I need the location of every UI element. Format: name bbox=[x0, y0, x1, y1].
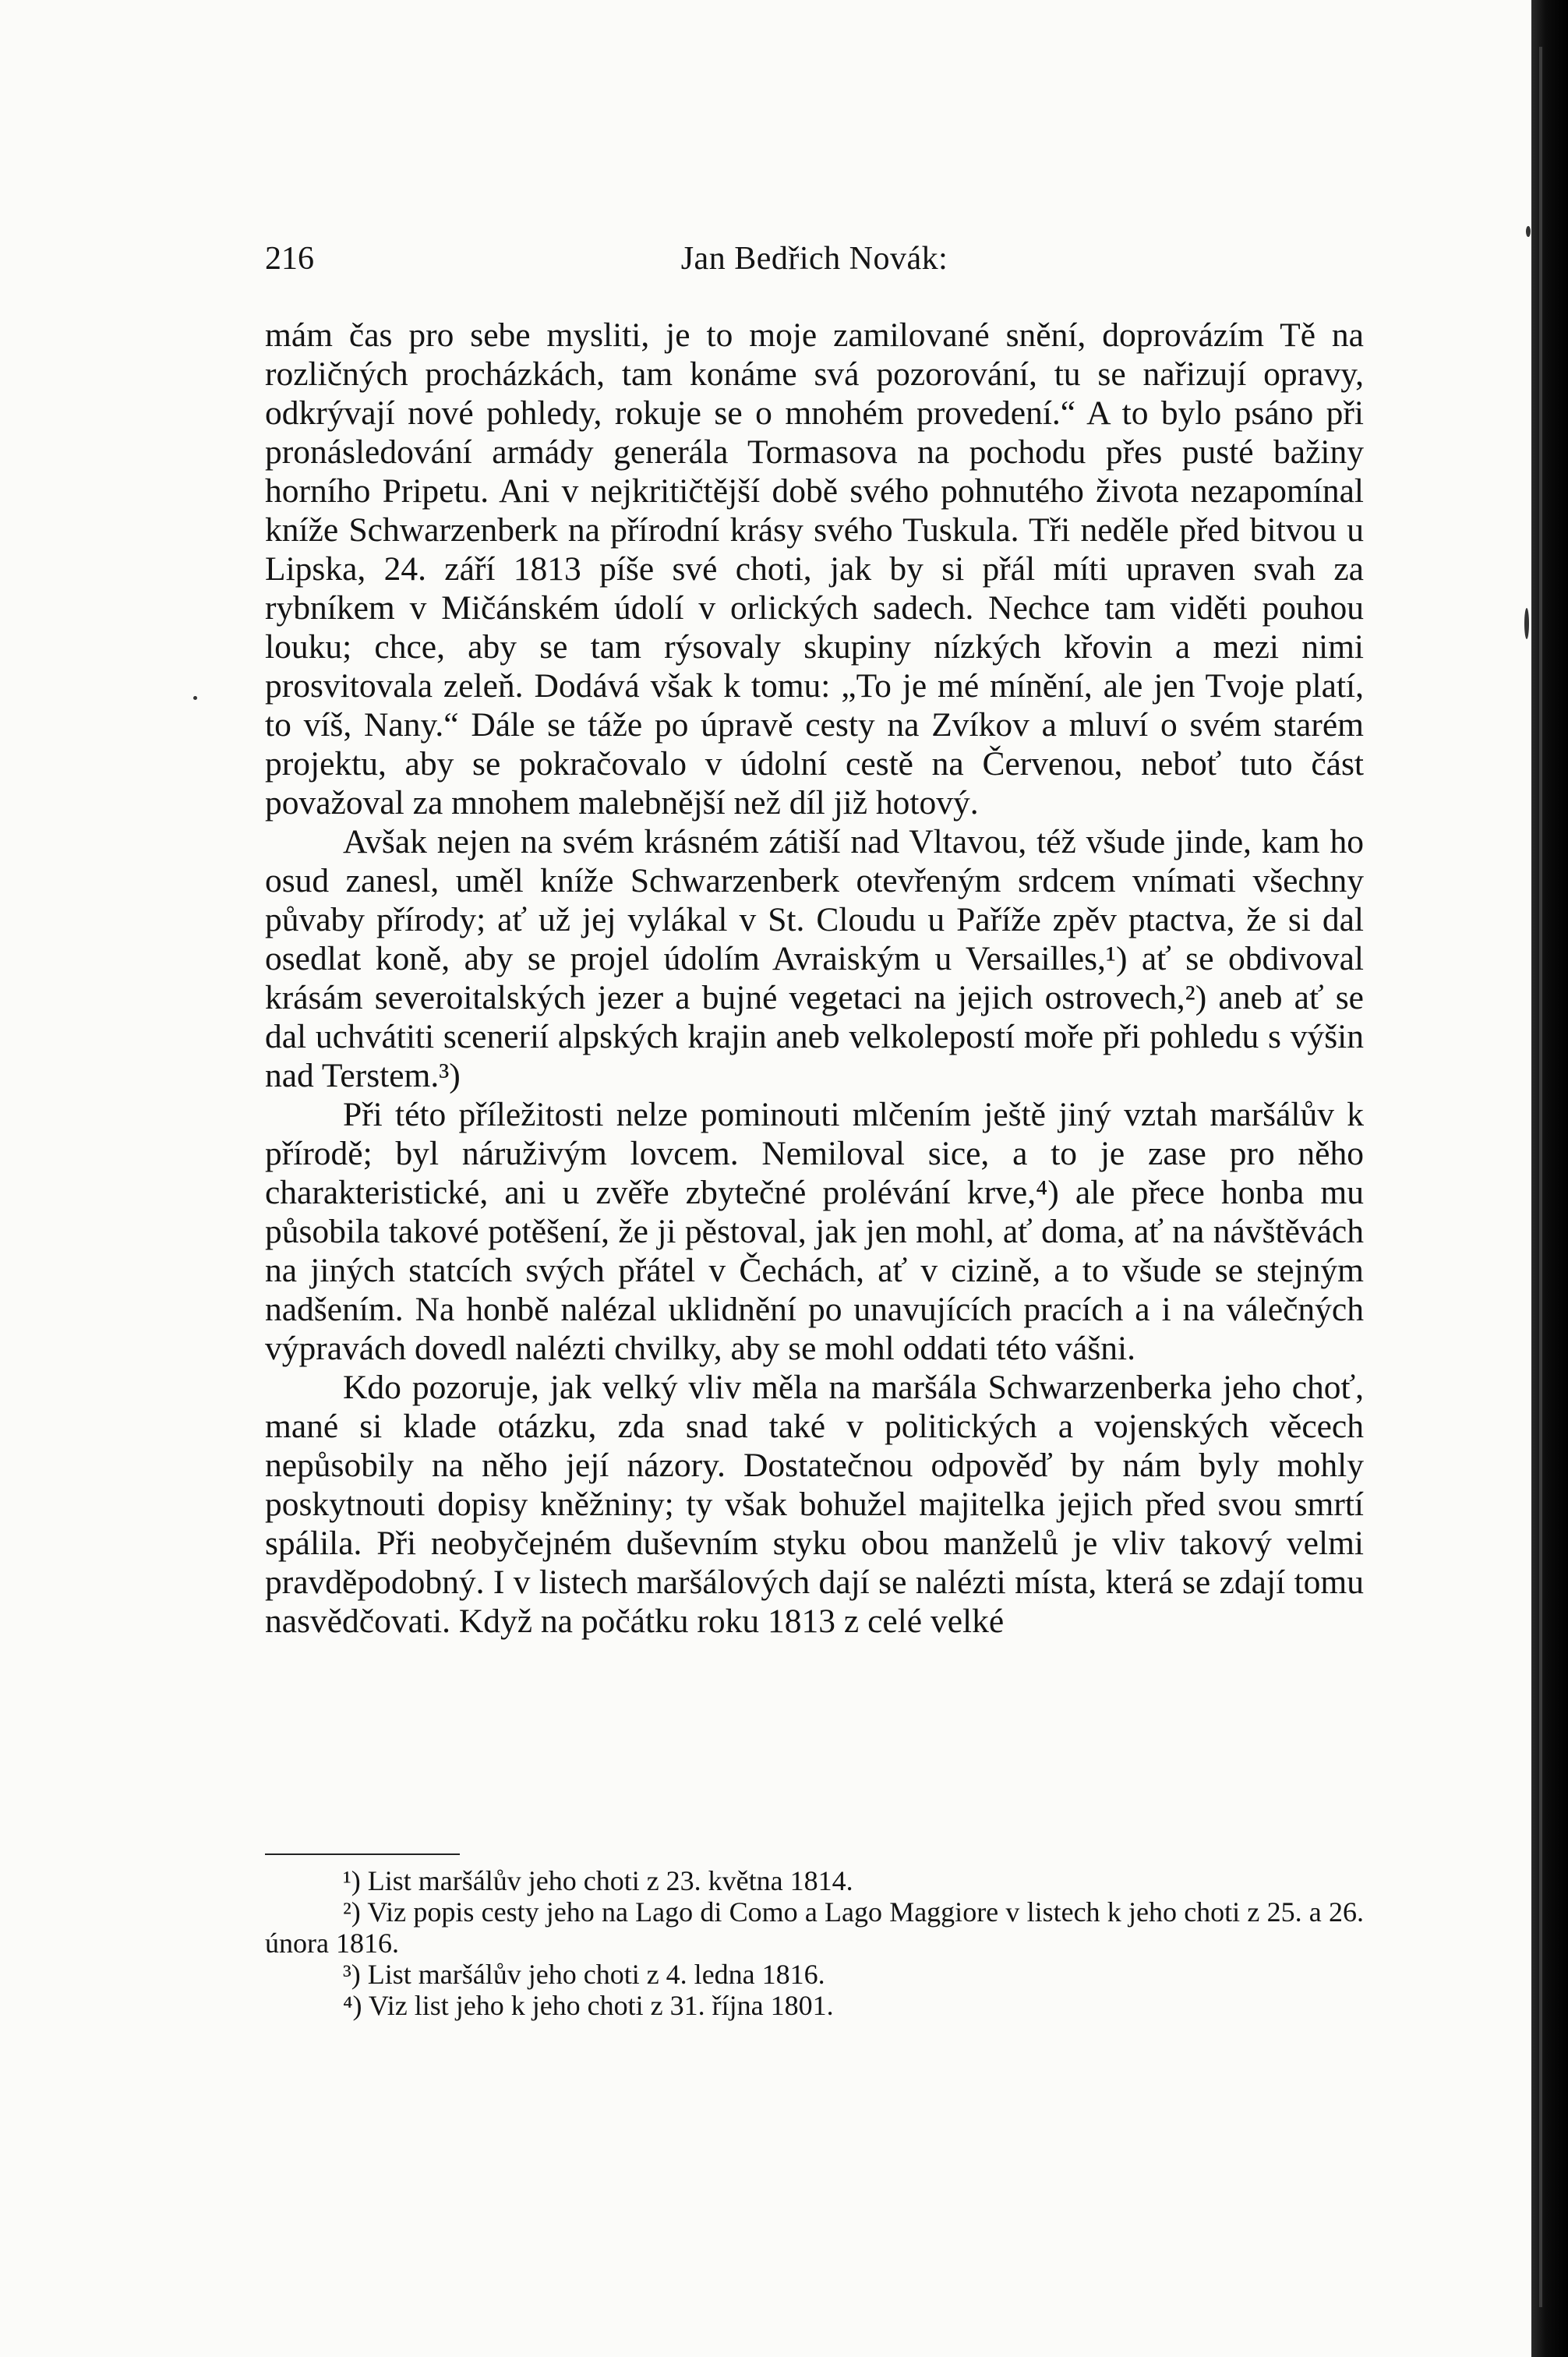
paragraph: Kdo pozoruje, jak velký vliv měla na maršála Schwarzenberka jeho choť, mané si klade otázku, zda snad také v politických a vojenských věcech nepůsobily na něho její názory. Dostatečnou odpověď by nám byly mohly poskytnouti dopisy kněžniny; ty však bohužel majitelka jejich před svou smrtí spálila. Při neobyčejném duševním styku obou manželů je vliv takový velmi pravděpodobný. I v listech maršálových dají se nalézti místa, která se zdají tomu nasvědčovati. Když na počátku roku 1813 z celé velké bbox=[265, 1369, 1364, 1640]
body-text bbox=[265, 316, 1364, 1641]
scan-speck bbox=[193, 696, 197, 700]
scan-speck bbox=[1524, 608, 1529, 639]
scan-edge-line bbox=[1539, 47, 1542, 2307]
scan-edge bbox=[1531, 0, 1568, 2357]
footnote: ¹) List maršálův jeho choti z 23. května 1814. bbox=[343, 1865, 853, 1896]
footnote-separator bbox=[265, 1853, 460, 1855]
running-head: Jan Bedřich Novák: bbox=[680, 241, 948, 277]
footnote: ³) List maršálův jeho choti z 4. ledna 1816. bbox=[343, 1959, 825, 1990]
footnote: ⁴) Viz list jeho k jeho choti z 31. října 1801. bbox=[343, 1990, 834, 2021]
paragraph: Při této příležitosti nelze pominouti mlčením ještě jiný vztah maršálův k přírodě; byl náruživým lovcem. Nemiloval sice, a to je zase pro něho charakteristické, ani u zvěře zbytečné prolévání krve,⁴) ale přece honba mu působila takové potěšení, že ji pěstoval, jak jen mohl, ať doma, ať na návštěvách na jiných statcích svých přátel v Čechách, ať v cizině, a to všude se stejným nadšením. Na honbě nalézal uklidnění po unavujících pracích a i na válečných výpravách dovedl nalézti chvilky, aby se mohl oddati této vášni. bbox=[265, 1096, 1364, 1367]
footnotes bbox=[265, 1865, 1364, 2021]
paragraph: Avšak nejen na svém krásném zátiší nad Vltavou, též všude jinde, kam ho osud zanesl, uměl kníže Schwarzenberk otevřeným srdcem vnímati všechny půvaby přírody; ať už jej vylákal v St. Cloudu u Paříže zpěv ptactva, že si dal osedlat koně, aby se projel údolím Avraiským u Versailles,¹) ať se obdivoval krásám severoitalských jezer a bujné vegetaci na jejich ostrovech,²) aneb ať se dal uchvátiti scenerií alpských krajin aneb velkolepostí moře při pohledu s výšin nad Terstem.³) bbox=[265, 823, 1364, 1094]
footnote: ²) Viz popis cesty jeho na Lago di Como a Lago Maggiore v listech k jeho choti z 25. a 26. února 1816. bbox=[265, 1896, 1364, 1959]
scan-speck bbox=[1526, 226, 1531, 237]
page-number: 216 bbox=[265, 241, 314, 277]
paragraph: mám čas pro sebe mysliti, je to moje zamilované snění, doprovázím Tě na rozličných procházkách, tam konáme svá pozorování, tu se nařizují opravy, odkrývají nové pohledy, rokuje se o mnohém provedení.“ A to bylo psáno při pronásledování armády generála Tormasova na pochodu přes pusté bažiny horního Pripetu. Ani v nejkritičtější době svého pohnutého života nezapomínal kníže Schwarzenberk na přírodní krásy svého Tuskula. Tři neděle před bitvou u Lipska, 24. září 1813 píše své choti, jak by si přál míti upraven svah za rybníkem v Mičánském údolí v orlických sadech. Nechce tam viděti pouhou louku; chce, aby se tam rýsovaly skupiny nízkých křovin a mezi nimi prosvitovala zeleň. Dodává však k tomu: „To je mé mínění, ale jen Tvoje platí, to víš, Nany.“ Dále se táže po úpravě cesty na Zvíkov a mluví o svém starém projektu, aby se pokračovalo v údolní cestě na Červenou, neboť tuto část považoval za mnohem malebnější než díl již hotový. bbox=[265, 316, 1364, 822]
page-header bbox=[265, 234, 1364, 288]
